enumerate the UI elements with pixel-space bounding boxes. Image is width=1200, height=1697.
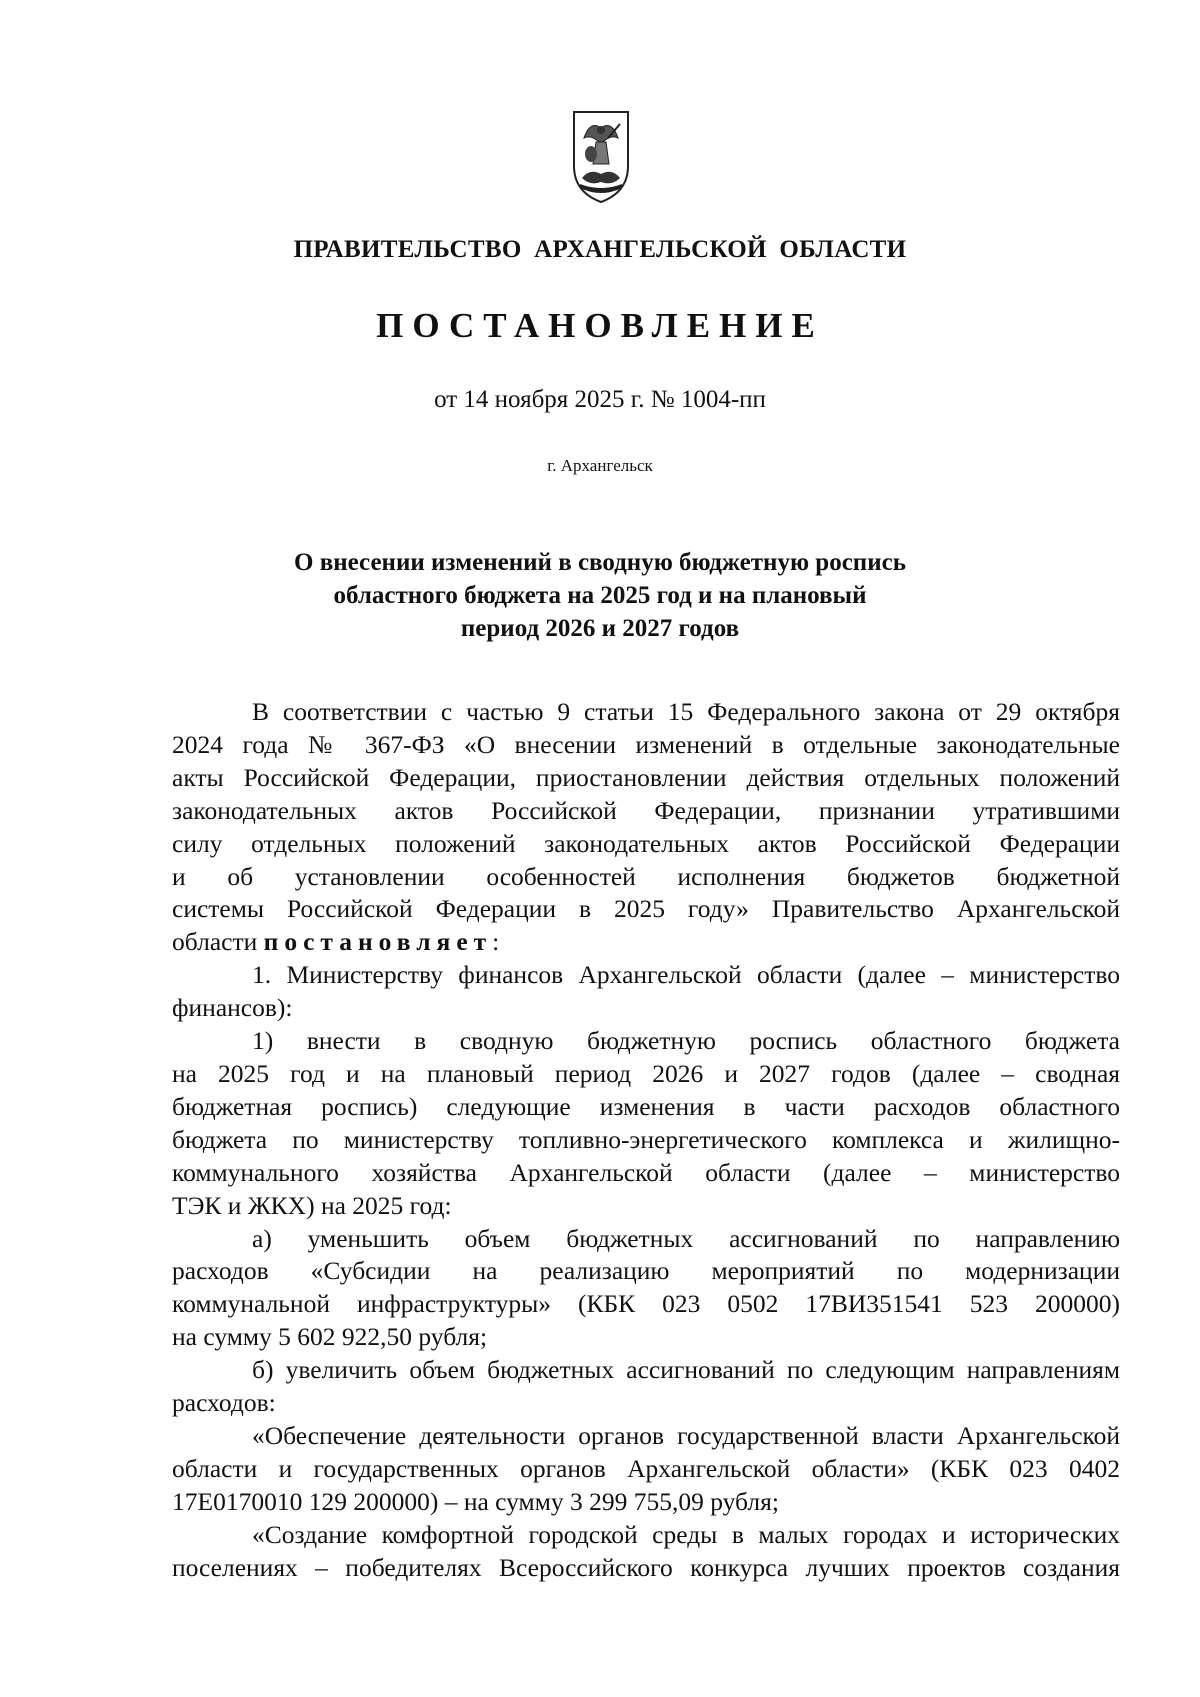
body-line: законодательных актов Российской Федерации, признании утратившими [172, 795, 1120, 825]
body-line: 2024 года № 367-ФЗ «О внесении изменений в отдельные законодательные [172, 729, 1120, 759]
subject-line: период 2026 и 2027 годов [460, 615, 740, 642]
body-line: а) уменьшить объем бюджетных ассигнований по направлению [252, 1223, 1120, 1253]
body-line: бюджетная роспись) следующие изменения в части расходов областного [172, 1091, 1120, 1121]
body-line: 1. Министерству финансов Архангельской области (далее – министерство [252, 960, 1120, 990]
city: г. Архангельск [547, 456, 653, 475]
body-line: поселениях – победителях Всероссийского конкурса лучших проектов создания [172, 1552, 1120, 1582]
body-line: системы Российской Федерации в 2025 году» Правительство Архангельской [172, 894, 1120, 924]
body-line: «Создание комфортной городской среды в малых городах и исторических [252, 1519, 1120, 1549]
body-line [172, 926, 1120, 959]
document-subject [0, 546, 1200, 645]
body-line: силу отдельных положений законодательных актов Российской Федерации [172, 828, 1120, 858]
subject-line: областного бюджета на 2025 год и на плановый [333, 582, 867, 609]
body-line: 17Е0170010 129 200000) – на сумму 3 299 755,09 рубля; [172, 1486, 779, 1516]
document-type: ПОСТАНОВЛЕНИЕ [376, 306, 824, 345]
date-number: от 14 ноября 2025 г. № 1004-пп [434, 386, 766, 413]
body-text: : [492, 927, 500, 957]
body-line: б) увеличить объем бюджетных ассигнований по следующим направлениям [252, 1355, 1120, 1385]
body-line: коммунального хозяйства Архангельской области (далее – министерство [172, 1157, 1120, 1187]
body-line: расходов: [172, 1388, 276, 1418]
body-line: В соответствии с частью 9 статьи 15 Федерального закона от 29 октября [252, 697, 1120, 726]
coat-of-arms-emblem [568, 108, 634, 206]
government-title: ПРАВИТЕЛЬСТВО АРХАНГЕЛЬСКОЙ ОБЛАСТИ [293, 236, 907, 263]
body-line: области и государственных органов Архангельской области» (КБК 023 0402 [172, 1453, 1120, 1483]
body-line: акты Российской Федерации, приостановлении действия отдельных положений [172, 762, 1120, 792]
body-line: на сумму 5 602 922,50 рубля; [172, 1322, 488, 1352]
body-text: области [172, 927, 264, 957]
body-line: коммунальной инфраструктуры» (КБК 023 0502 17ВИ351541 523 200000) [172, 1289, 1120, 1319]
body-line: 1) внести в сводную бюджетную роспись областного бюджета [252, 1026, 1120, 1056]
body-line: на 2025 год и на плановый период 2026 и 2027 годов (далее – сводная [172, 1058, 1120, 1088]
decree-word: постановляет [263, 927, 493, 957]
body-line: «Обеспечение деятельности органов государственной власти Архангельской [252, 1420, 1120, 1450]
body-line: финансов): [172, 993, 293, 1023]
body-line: бюджета по министерству топливно-энергетического комплекса и жилищно- [172, 1124, 1120, 1154]
body-line: ТЭК и ЖКХ) на 2025 год: [172, 1190, 452, 1220]
document-body [172, 696, 1120, 1584]
subject-line: О внесении изменений в сводную бюджетную роспись [294, 549, 906, 576]
body-line: и об установлении особенностей исполнения бюджетов бюджетной [172, 861, 1120, 891]
body-line: расходов «Субсидии на реализацию мероприятий по модернизации [172, 1256, 1120, 1286]
